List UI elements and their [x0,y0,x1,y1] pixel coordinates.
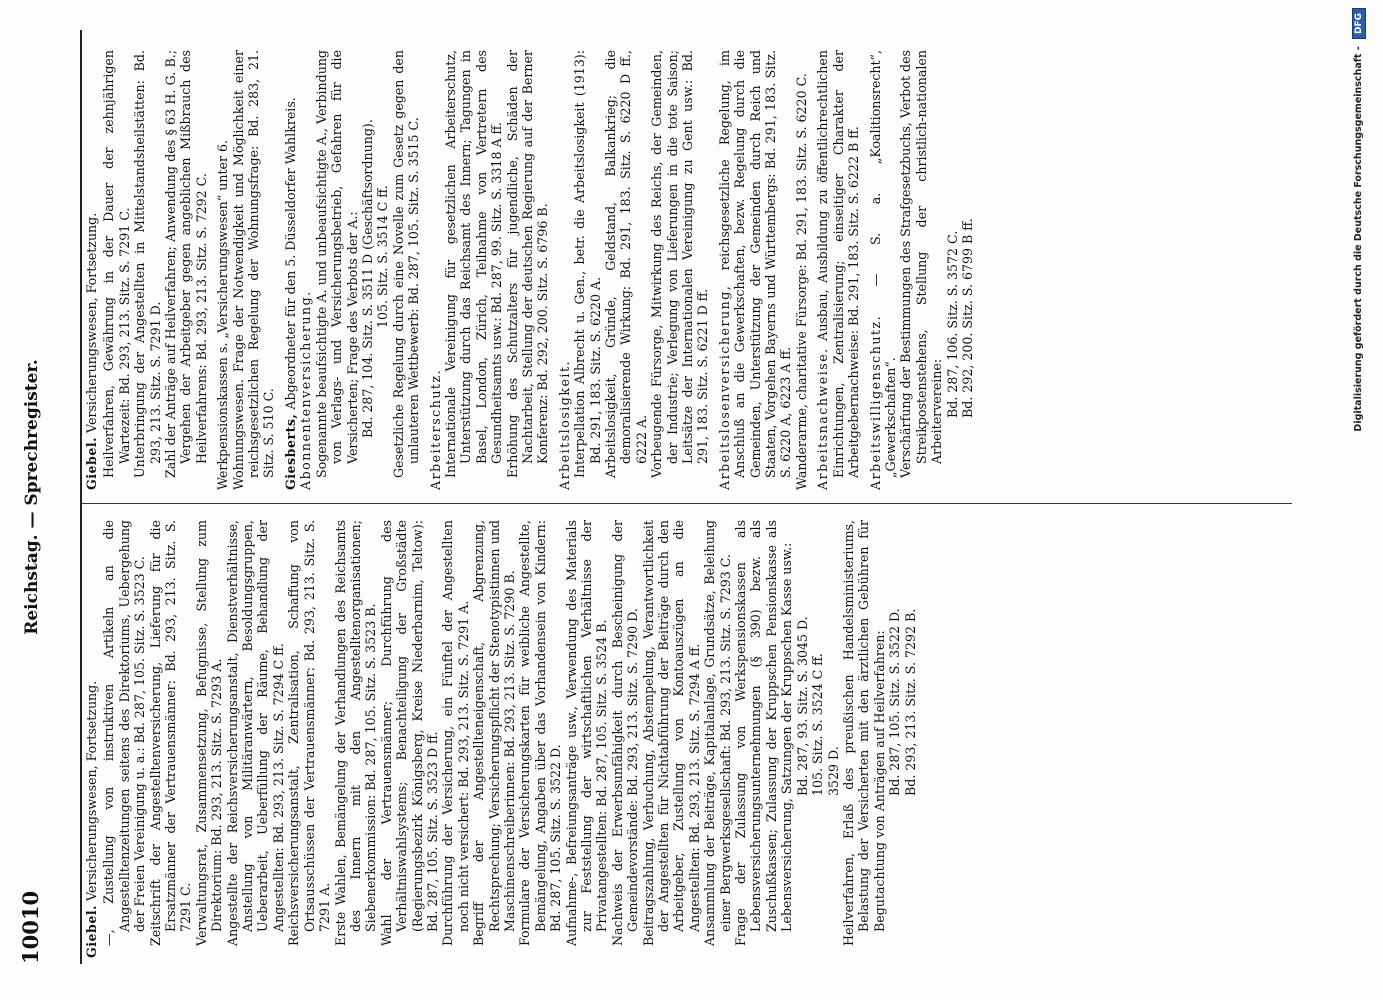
register-entry: Wahl der Vertrauensmänner; Durchführung des Verhältniswahlsystems; Benachteiligung der Großstädte (Regierungsbezirk Königsberg, Kreise Niederbarnim, Teltow): Bd. 287, 105. Sitz. S. 3523 D ff. [378,520,440,946]
header-rule [80,30,82,964]
digitization-credit [1352,8,1366,1000]
speaker-name: Giebel. [84,904,99,958]
register-entry: Aufnahme-, Befreiungsanträge usw., Verwendung des Materials zur Feststellung der wirtschaftlichen Verhältnisse der Privatangestellten: Bd. 287, 105. Sitz. S. 3524 B. [563,520,610,946]
register-entry: Zahl der Anträge auf Heilverfahren; Anwendung des § 63 H. G. B.; Vergehen der Arbeitgeber gegen angeblichen Mißbrauch des Heilverfahrens: Bd. 293, 213. Sitz. S. 7292 C. [163,50,209,478]
reference: Bd. 287, 104. Sitz. S. 3511 D (Geschäftsordnung). [359,119,375,438]
reference: Bd. 287, 93. Sitz. S. 3045 D. [794,616,810,796]
topic-heading: Versicherungswesen, Fortsetzung. [84,680,99,901]
right-column [84,50,975,490]
register-entry: Begriff der Angestellteneigenschaft, Abgrenzung, Rechtsprechung; Versicherungspflicht der Stenotypistinnen und Maschinenschreiberinnen: Bd. 293, 213. Sitz. S. 7290 B. [471,520,517,946]
register-entry: Vorbeugende Fürsorge, Mitwirkung des Reichs, der Gemeinden, der Industrie; Verlegung von Lieferungen in die tote Saison; Leitsätze der Internationalen Vereinigung zu Gent usw.: Bd. 291, 183. Sitz. S. 6221 D ff. [649,50,711,478]
register-entry: Sogenannte beaufsichtigte A. und unbeaufsichtigte A., Verbindung von Verlags- und Versicherungsbetrieb, Gefahren für die Versicherten; Frage des Verbots der A.: [313,50,360,478]
register-entry: Ansammlung der Beiträge, Kapitalanlage, Grundsätze, Beleihung einer Bergwerksgesellschaft: Bd. 293, 213. Sitz. S. 7293 C. [702,520,733,946]
running-title: Reichstag. — Sprechregister. [22,359,42,635]
register-entry: Angestellte der Reichsversicherungsanstalt, Dienstverhältnisse, Anstellung von Militäranwärtern, Besoldungsgruppen, Ueberarbeit, Ueberfüllung der Räume, Behandlung der Angestellten: Bd. 293, 213. Sitz. S. 7294 C ff. [224,520,286,946]
page-number: 10010 [18,890,43,964]
register-entry: Internationale Vereinigung für gesetzlichen Arbeiterschutz, Unterstützung durch das Reichsamt des Innern; Tagungen in Basel, London, Zürich, Teilnahme von Vertretern des Gesundheitsamts usw.: Bd. 287, 99. Sitz. S. 3318 A ff. [442,50,505,478]
register-entry: —, Zustellung von instruktiven Artikeln an die Angestelltenzeitungen seitens des Direktoriums, Uebergehung der Freien Vereinigung u. a.: Bd. 287, 105. Sitz. S. 3523 C. [101,520,148,946]
register-entry: Formulare der Versicherungskarten für weibliche Angestellte, Bemängelung, Angaben über das Vorhandensein von Kindern: Bd. 287, 105. Sitz. S. 3522 D. [517,520,564,946]
register-entry: Heilverfahren, Gewährung in der Dauer der zehnjährigen Wartezeit: Bd. 293, 213. Sitz. S. 7291 C. [101,50,132,478]
reference-block [887,520,918,958]
entry-text: reichsgesetzliche Regelung, im Anschluß an die Gewerkschaften, bezw. Regelung durch die Gemeinden, Unterstützung der Gemeinden durch Reich und Staaten, Vorgehen Bayerns und Württembergs: Bd. 291, 183. Sitz. S. 6220 A, 6223 A ff. [716,50,794,478]
register-entry [717,50,794,490]
register-entry: Wohnungswesen. Frage der Notwendigkeit und Möglichkeit einer reichsgesetzlichen Regelung der Wohnungsfrage: Bd. 283, 21. Sitz. S. 510 C. [230,50,277,490]
column-divider [82,503,1292,504]
speaker-heading [283,50,298,490]
subject-heading: Abonnentenversicherung. [298,290,314,490]
speaker-name: Giesberts, [282,413,298,490]
left-column [84,520,918,958]
register-entry: Heilverfahren, Erlaß des preußischen Handelsministeriums, Belastung der Versicherten mit den ärztlichen Gebühren für Begutachtung von Anträgen auf Heilverfahren: [840,520,887,946]
reference: Bd. 287, 106. Sitz. S. 3572 C. [944,230,960,418]
register-entry: Erhöhung des Schutzalters für jugendliche, Schäden der Nachtarbeit, Stellung der deutschen Regierung auf der Berner Konferenz: Bd. 292, 200. Sitz. S. 6796 B. [504,50,551,478]
credit-text: Digitalisierung gefördert durch die Deutsche Forschungsgemeinschaft - [1353,46,1364,432]
register-entry: Frage der Zulassung von Werkspensionskassen als Lebensversicherungsunternehmungen (§ 390) bezw. als Zuschußkassen; Zulassung der Kruppschen Pensionskasse als Lebensversicherung, Satzungen der Kruppschen Kasse usw.: [733,520,795,946]
register-entry: Wanderarme, charitative Fürsorge: Bd. 291, 183. Sitz. S. 6220 C. [793,73,809,490]
entry-text: Ausbau, Ausbildung zu öffentlichrechtlichen Einrichtungen, Zentralisierung; einseitiger Charakter der Arbeitgebernachweise: Bd. 291, 183. Sitz. S. 6222 B ff. [815,50,862,478]
reference: Bd. 293, 213. Sitz. S. 7292 B. [902,608,918,796]
topic-heading: Versicherungswesen, Fortsetzung. [84,212,99,433]
reference-block [360,50,391,490]
speaker-description: Abgeordneter für den 5. Düsseldorfer Wahlkreis. [282,97,298,410]
register-entry: Verschärfung der Bestimmungen des Strafgesetzbuchs, Verbot des Streikpostenstehens, Stellung der christlich-nationalen Arbeitervereine: [898,50,945,478]
register-entry: Interpellation Albrecht u. Gen., betr. die Arbeitslosigkeit (1913): Bd. 291, 183. Sitz. S. 6220 A. [572,50,603,478]
register-entry: Durchführung der Versicherung, ein Fünftel der Angestellten noch nicht versichert: Bd. 293, 213. Sitz. S. 7291 A. [440,520,471,946]
register-entry: Verwaltungsrat, Zusammensetzung, Befugnisse, Stellung zum Direktorium: Bd. 293, 213. Sitz. S. 7293 A. [193,520,225,946]
right-column-heading [84,50,99,490]
reference: Bd. 292, 200. Sitz. S. 6799 B ff. [959,218,975,418]
reference-block [795,520,841,958]
subject-heading: Arbeiterschutz. [427,368,443,490]
reference: 3529 D. [825,746,841,796]
reference: 105. Sitz. S. 3514 C ff. [375,185,391,328]
entry-text: — S. a. „Koalitionsrecht“, „Gewerkschaften“. [867,50,898,478]
register-entry: Arbeitslosigkeit, Gründe, Geldstand, Balkankrieg; die demoralisierende Wirkung: Bd. 291, 183. Sitz. S. 6220 D ff., 6222 A. [603,50,649,478]
speaker-name: Giebel. [84,436,99,490]
reference: 105. Sitz. S. 3524 C ff. [810,653,826,796]
register-entry: Unterbringung der Angestellten in Mittelstandsheilstätten: Bd. 293, 213. Sitz. S. 7291 D. [132,50,163,478]
reference: Bd. 287, 105. Sitz. S. 3522 D. [887,608,903,796]
register-entry: Werkpensionskassen s. „Versicherungswesen“ unter 6. [215,140,231,490]
register-entry: Gesetzliche Regelung durch eine Novelle zum Gesetz gegen den unlauteren Wettbewerb: Bd. 287, 105. Sitz. S. 3515 C. [390,50,422,478]
register-entry [815,50,861,490]
dfg-logo: DFG [1352,8,1366,39]
register-entry: Nachweis der Erwerbsunfähigkeit durch Bescheinigung der Gemeindevorstände: Bd. 293, 213. Sitz. S. 7290 D. [609,520,641,946]
page-header [18,30,74,964]
subject-heading: Arbeitslosigkeit. [556,359,572,490]
register-entry: Zeitschrift der Angestelltenversicherung, Lieferung für die Ersatzmänner der Vertrauensmänner: Bd. 293, 213. Sitz. S. 7291 C. [147,520,194,946]
left-column-heading [84,520,99,958]
register-entry: Erste Wahlen, Bemängelung der Verhandlungen des Reichsamts des Innern mit den Angestelltenorganisationen; Siebenerkommission: Bd. 287, 105. Sitz. S. 3523 B. [332,520,379,946]
register-entry: Beitragszahlung, Verbuchung, Abstempelung, Verantwortlichkeit der Angestellten für Nichtabführung der Beiträge durch den Arbeitgeber, Zustellung von Kontoauszügen an die Angestellten: Bd. 293, 213. Sitz. S. 7294 A ff. [640,520,702,946]
subject-heading: Arbeitslosenversicherung, [716,284,732,490]
register-entry [868,50,899,490]
subject-heading: Arbeitswilligenschutz. [867,314,883,490]
subject-heading: Arbeitsnachweise. [815,347,831,490]
register-entry: Reichsversicherungsanstalt, Zentralisation, Schaffung von Ortsausschüssen der Vertrauensmänner: Bd. 293, 213. Sitz. S. 7291 A. [286,520,333,946]
reference-block [945,50,976,490]
